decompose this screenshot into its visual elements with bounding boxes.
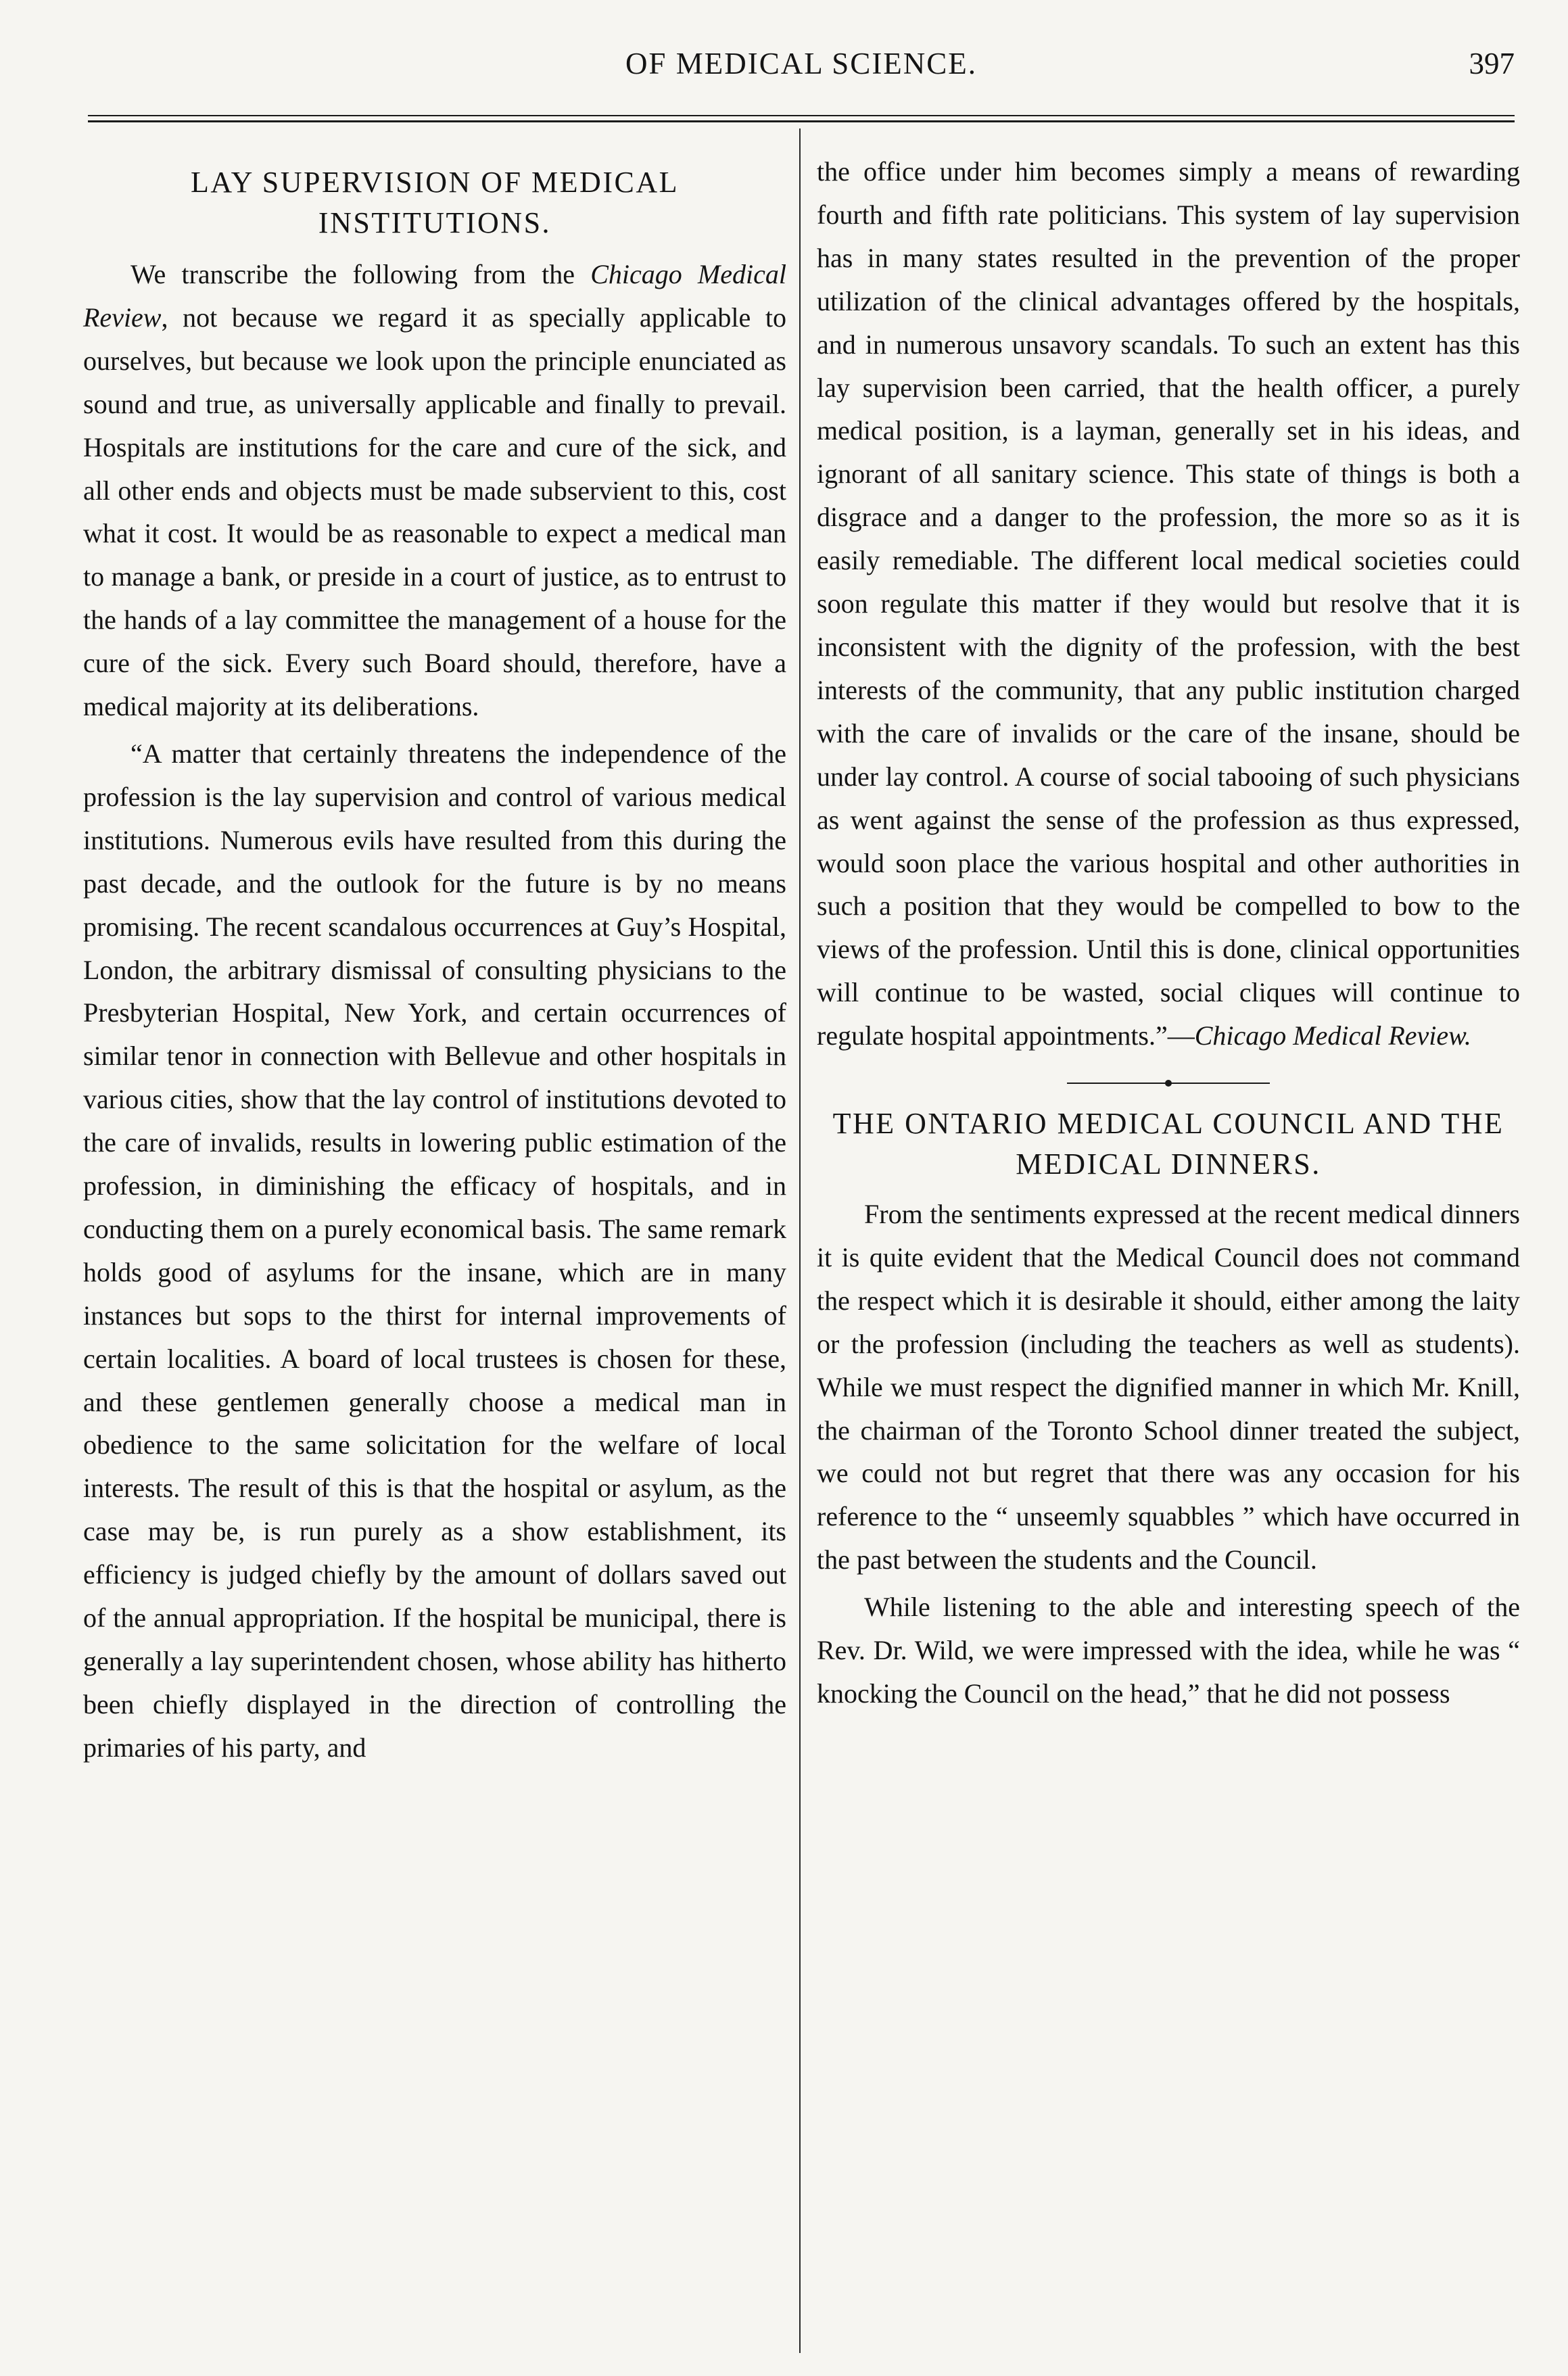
intro-text-b: , not because we regard it as specially applicable to ourselves, but because we look upon the principle enunciated as sound and true, as universally applicable and finally to prevail. Hospitals are institutions for the care and cure of the sick, and all other ends and objects must be made subservient to this, cost what it cost. It would be as reasonable to expect a medical man to manage a bank, or preside in a court of justice, as to entrust to the hands of a lay committee the management of a house for the cure of the sick. Every such Board should, therefore, have a medical majority at its deliberations.: [83, 302, 786, 722]
running-head-title: OF MEDICAL SCIENCE.: [625, 47, 978, 80]
right-column: [817, 150, 1520, 1715]
intro-paragraph: [83, 253, 786, 728]
section-divider-ornament: [1067, 1078, 1270, 1089]
council-paragraph-2: While listening to the able and interesting speech of the Rev. Dr. Wild, we were impressed with the idea, while he was “ knocking the Council on the head,” that he did not possess: [817, 1592, 1520, 1709]
quoted-paragraph: “A matter that certainly threatens the independence of the profession is the lay supervision and control of various medical institutions. Numerous evils have resulted from this during the past decade, and the outlook for the future is by no means promising. The recent scandalous occurrences at Guy’s Hospital, London, the arbitrary dismissal of consulting physicians to the Presbyterian Hospital, New York, and certain occurrences of similar tenor in connection with Bellevue and other hospitals in various cities, show that the lay control of institutions devoted to the care of invalids, results in lowering public estimation of the profession, in diminishing the efficacy of hospitals, and in conducting them on a purely economical basis. The same remark holds good of asylums for the insane, which are in many instances but sops to the thirst for internal improvements of certain localities. A board of local trustees is chosen for these, and these gentlemen generally choose a medical man in obedience to the same solicitation for the welfare of local interests. The result of this is that the hospital or asylum, as the case may be, is run purely as a show establishment, its efficiency is judged chiefly by the amount of dollars saved out of the annual appropriation. If the hospital be municipal, there is generally a lay superintendent chosen, whose ability has hitherto been chiefly displayed in the direction of controlling the primaries of his party, and: [83, 738, 786, 1763]
left-column: [83, 162, 786, 1769]
column-divider: [799, 128, 801, 2353]
source-citation: Chicago Medical Review.: [1194, 1020, 1471, 1051]
quote-continuation: [817, 150, 1520, 1058]
continuation-text: the office under him becomes simply a means of rewarding fourth and fifth rate politicians. This system of lay supervision has in many states resulted in the prevention of the proper utilization of the clinical advantages offered by the hospitals, and in numerous unsavory scandals. To such an extent has this lay supervision been carried, that the health officer, a purely medical position, is a layman, generally set in his ideas, and ignorant of all sanitary science. This state of things is both a disgrace and a danger to the profession, the more so as it is easily remediable. The different local medical societies could soon regulate this matter if they would but resolve that it is inconsistent with the dignity of the profession, with the best interests of the community, that any public institution charged with the care of invalids or the care of the insane, should be under lay control. A course of social tabooing of such physicians as went against the sense of the profession as thus expressed, would soon place the various hospital and other authorities in such a position that they would be compelled to bow to the views of the profession. Until this is done, clinical opportunities will continue to be wasted, social cliques will continue to regulate hospital appointments.”—: [817, 156, 1520, 1051]
header-rule-thin: [88, 115, 1515, 116]
journal-name: Chicago Medical Review: [83, 259, 786, 333]
article-title-lay-supervision: LAY SUPERVISION OF MEDICAL INSTITUTIONS.: [191, 166, 679, 239]
intro-text-a: We transcribe the following from the: [130, 259, 591, 289]
page-number: 397: [1469, 47, 1515, 80]
council-paragraph-1: From the sentiments expressed at the recent medical dinners it is quite evident that the Medical Council does not command the respect which it is desirable it should, either among the laity or the profession (including the teachers as well as students). While we must respect the dignified manner in which Mr. Knill, the chairman of the Toronto School dinner treated the subject, we could not but regret that there was any occasion for his reference to the “ unseemly squabbles ” which have occurred in the past between the students and the Council.: [817, 1199, 1520, 1575]
article-title-ontario-council: THE ONTARIO MEDICAL COUNCIL AND THE MEDICAL DINNERS.: [832, 1107, 1504, 1181]
running-head: [88, 46, 1515, 93]
header-rule-thick: [88, 120, 1515, 122]
